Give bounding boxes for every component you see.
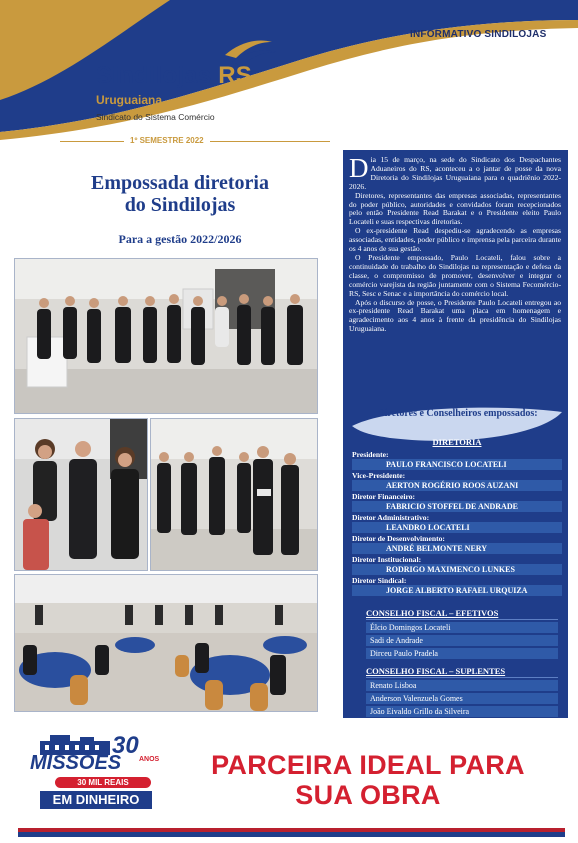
article-paragraph-5: Após o discurso de posse, o Presidente Paulo Locateli entregou ao ex-presidente Read Barakat uma placa em homenagem e agradecimento aos 4 anos à frente da presidência do Sindilojas Uruguaiana.	[349, 297, 561, 334]
semester-label: 1º SEMESTRE 2022	[124, 136, 210, 145]
sindilojas-logo	[96, 62, 252, 90]
director-role-label: Diretor Administrativo:	[352, 513, 430, 522]
ad-slogan	[178, 750, 558, 810]
diretoria-title: DIRETORIA	[432, 437, 482, 447]
directors-list	[352, 437, 562, 597]
directors-banner-title: Diretores e Conselheiros empossados:	[377, 408, 538, 419]
fiscal-suplentes	[366, 666, 558, 717]
fiscal-suplente-name: João Eivaldo Grillo da Silveira	[366, 706, 558, 717]
ad-slogan-line-2: SUA OBRA	[295, 780, 441, 810]
ad-cash-label: EM DINHEIRO	[40, 791, 152, 809]
fiscal-efetivo-name: Dirceu Paulo Pradela	[366, 648, 558, 659]
ad-anos: ANOS	[139, 756, 160, 763]
director-role-label: Presidente:	[352, 450, 389, 459]
director-role-label: Diretor Financeiro:	[352, 492, 416, 501]
drop-cap: D	[349, 153, 369, 183]
photo-board-group	[14, 258, 318, 414]
roles-list	[352, 450, 562, 596]
logo-rs: RS	[218, 62, 252, 89]
newsletter-title: INFORMATIVO SINDILOJAS	[410, 29, 547, 40]
ad-prize-pill: 30 MIL REAIS	[55, 777, 151, 788]
director-name: ANDRÉ BELMONTE NERY	[352, 543, 562, 554]
ad-30: 30	[112, 732, 139, 759]
fiscal-suplente-name: Renato Lisboa	[366, 680, 558, 691]
fiscal-suplentes-rule	[366, 677, 558, 678]
ad-brand: MISSÕES	[30, 752, 122, 774]
director-name: RODRIGO MAXIMENCO LUNKES	[352, 564, 562, 575]
photo-dinner-hall	[14, 574, 318, 712]
director-role-label: Diretor de Desenvolvimento:	[352, 534, 445, 543]
article-paragraph-3: O ex-presidente Read despediu-se agradecendo as empresas associadas, entidades, poder público e imprensa pela parceira durante os 4 anos de sua gestão.	[349, 226, 561, 254]
article-headline	[30, 172, 330, 216]
header-background	[0, 0, 578, 140]
fiscal-suplente-name: Anderson Valenzuela Gomes	[366, 693, 558, 704]
article-body	[349, 153, 561, 334]
fiscal-suplentes-title: CONSELHO FISCAL – SUPLENTES	[366, 666, 506, 676]
director-role-label: Vice-Presidente:	[352, 471, 406, 480]
ad-slogan-line-1: PARCEIRA IDEAL PARA	[211, 750, 525, 780]
headline-line-1: Empossada diretoria	[91, 172, 269, 194]
article-paragraph-1: Dia 15 de março, na sede do Sindicato dos Despachantes Aduaneiros do RS, aconteceu a o jantar de posse da nova Diretoria do Sindilojas Uruguaiana para o quadriênio 2022-2026.	[349, 153, 561, 191]
director-name: LEANDRO LOCATELI	[352, 522, 562, 533]
fiscal-efetivo-name: Sadi de Andrade	[366, 635, 558, 646]
director-name: FABRICIO STOFFEL DE ANDRADE	[352, 501, 562, 512]
logo-tagline: Sindicato do Sistema Comércio	[96, 112, 215, 122]
ad-blue-stripe	[18, 832, 565, 837]
article-paragraph-4: O Presidente empossado, Paulo Locateli, falou sobre a continuidade do trabalho do Sindilojas na representação e defesa da classe, o compromisso de promover, desenvolver e integrar o comércio varejista da região juntamente com o Sistema Fecomércio-RS, Sesc e Senac e a importância do comércio local.	[349, 252, 561, 298]
director-name: PAULO FRANCISCO LOCATELI	[352, 459, 562, 470]
fiscal-efetivos-title: CONSELHO FISCAL – EFETIVOS	[366, 608, 499, 618]
director-role-label: Diretor Sindical:	[352, 576, 407, 585]
photo-plaque-handover	[150, 418, 318, 571]
logo-city: Uruguaiana	[96, 93, 163, 107]
director-name: AERTON ROGÉRIO ROOS AUZANI	[352, 480, 562, 491]
logo-name: Sindilojas	[96, 62, 212, 89]
director-role-label: Diretor Institucional:	[352, 555, 422, 564]
fiscal-efetivos	[366, 608, 558, 659]
director-name: JORGE ALBERTO RAFAEL URQUIZA	[352, 585, 562, 596]
headline-line-2: do Sindilojas	[124, 194, 236, 216]
fiscal-efetivo-name: Élcio Domingos Locateli	[366, 622, 558, 633]
article-paragraph-2: Diretores, representantes das empresas associadas, representantes do poder público, autoridades e convidados foram recepcionados pelo então Presidente Read Barakat e o Presidente eleito Paulo Locateli e suas respectivas diretorias.	[349, 190, 561, 227]
article-subheadline: Para a gestão 2022/2026	[118, 232, 242, 246]
fiscal-efetivos-rule	[366, 619, 558, 620]
photo-family	[14, 418, 148, 571]
